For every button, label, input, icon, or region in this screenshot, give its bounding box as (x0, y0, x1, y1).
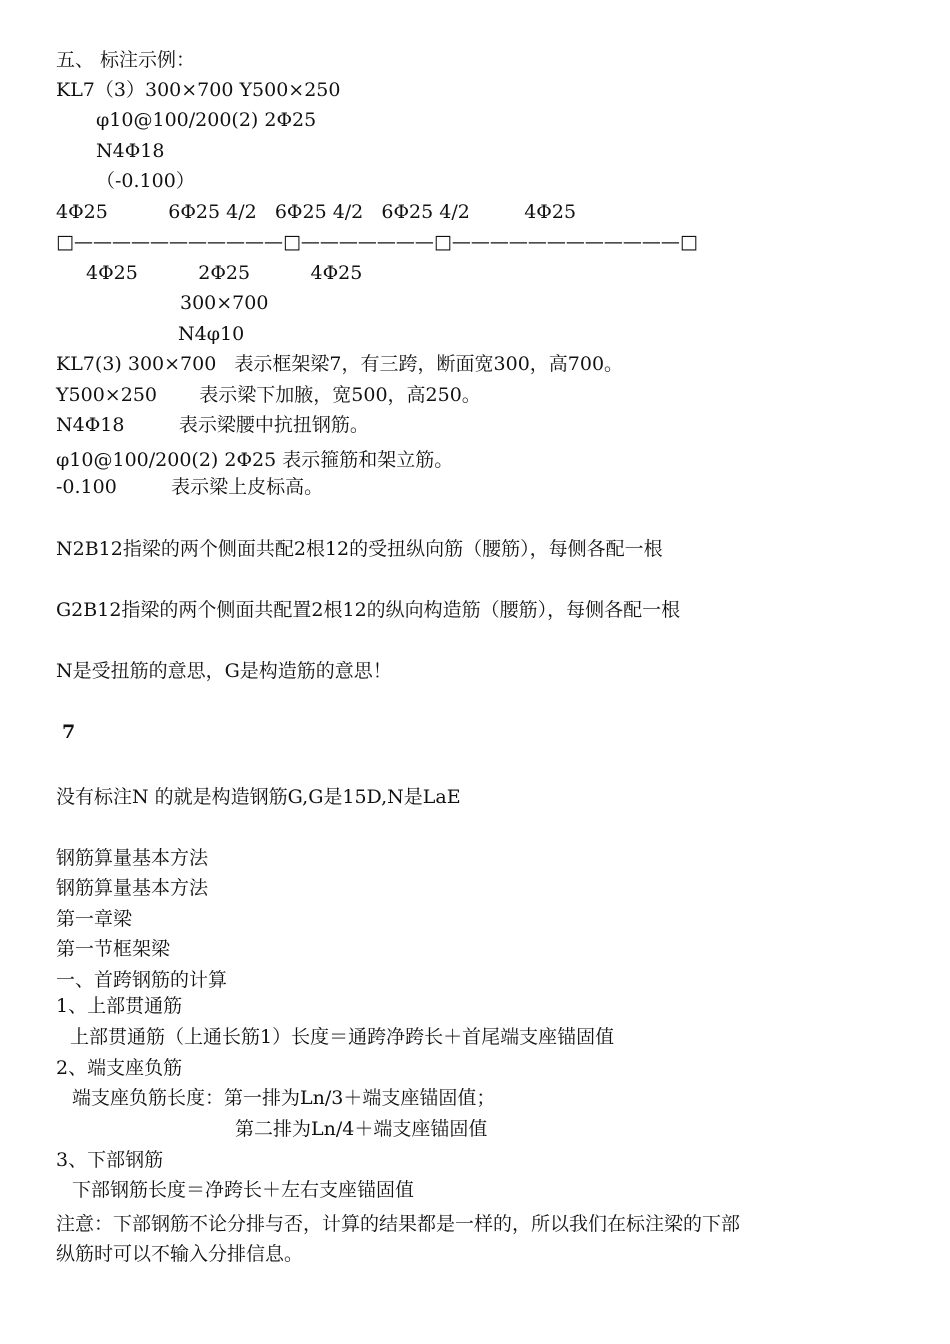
paragraph-n-g-meaning: N是受扭筋的意思，G是构造筋的意思！ (56, 660, 392, 682)
stirrup-label-line: φ10@100/200(2) 2Φ25 (96, 109, 317, 131)
explanation-line: -0.100 表示梁上皮标高。 (56, 476, 324, 498)
note-paragraph: 注意：下部钢筋不论分排与否，计算的结果都是一样的，所以我们在标注梁的下部 (56, 1213, 741, 1235)
heading-method: 钢筋算量基本方法 (56, 847, 209, 869)
top-rebar-row: 4Φ25 6Φ25 4/2 6Φ25 4/2 6Φ25 4/2 4Φ25 (56, 201, 577, 223)
note-paragraph: 纵筋时可以不输入分排信息。 (56, 1243, 304, 1265)
waist-rebar-label: N4φ10 (178, 323, 245, 345)
beam-label-line: KL7（3）300×700 Y500×250 (56, 79, 341, 101)
paragraph-n2b12: N2B12指梁的两个侧面共配2根12的受扭纵向筋（腰筋），每侧各配一根 (56, 538, 663, 560)
heading-method: 钢筋算量基本方法 (56, 877, 209, 899)
item-heading: 3、下部钢筋 (56, 1149, 164, 1171)
explanation-line: Y500×250 表示梁下加腋，宽500，高250。 (56, 384, 481, 406)
section-heading: 五、 标注示例： (56, 49, 196, 71)
formula-line: 第二排为Ln/4＋端支座锚固值 (235, 1118, 488, 1140)
section-heading: 第一节框架梁 (56, 938, 171, 960)
explanation-line: φ10@100/200(2) 2Φ25 表示箍筋和架立筋。 (56, 449, 454, 471)
waist-rebar-label-line: N4Φ18 (96, 140, 165, 162)
item-heading: 2、端支座负筋 (56, 1057, 183, 1079)
section-size-label: 300×700 (180, 292, 269, 314)
formula-line: 端支座负筋长度：第一排为Ln/3＋端支座锚固值； (72, 1087, 496, 1109)
subsection-heading: 一、首跨钢筋的计算 (56, 969, 228, 991)
formula-line: 下部钢筋长度＝净跨长＋左右支座锚固值 (72, 1179, 415, 1201)
explanation-line: KL7(3) 300×700 表示框架梁7，有三跨，断面宽300，高700。 (56, 353, 624, 375)
item-heading: 1、上部贯通筋 (56, 995, 183, 1017)
chapter-heading: 第一章梁 (56, 908, 133, 930)
paragraph-note: 没有标注N 的就是构造钢筋G,G是15D,N是LaE (56, 786, 461, 808)
explanation-line: N4Φ18 表示梁腰中抗扭钢筋。 (56, 414, 369, 436)
elevation-label-line: （-0.100） (96, 170, 195, 192)
bottom-rebar-row: 4Φ25 2Φ25 4Φ25 (86, 262, 363, 284)
page-number: 7 (62, 721, 76, 743)
beam-span-diagram: □———————————□———————□————————————□ (56, 231, 698, 253)
formula-line: 上部贯通筋（上通长筋1）长度＝通跨净跨长＋首尾端支座锚固值 (70, 1026, 615, 1048)
paragraph-g2b12: G2B12指梁的两个侧面共配置2根12的纵向构造筋（腰筋），每侧各配一根 (56, 599, 681, 621)
